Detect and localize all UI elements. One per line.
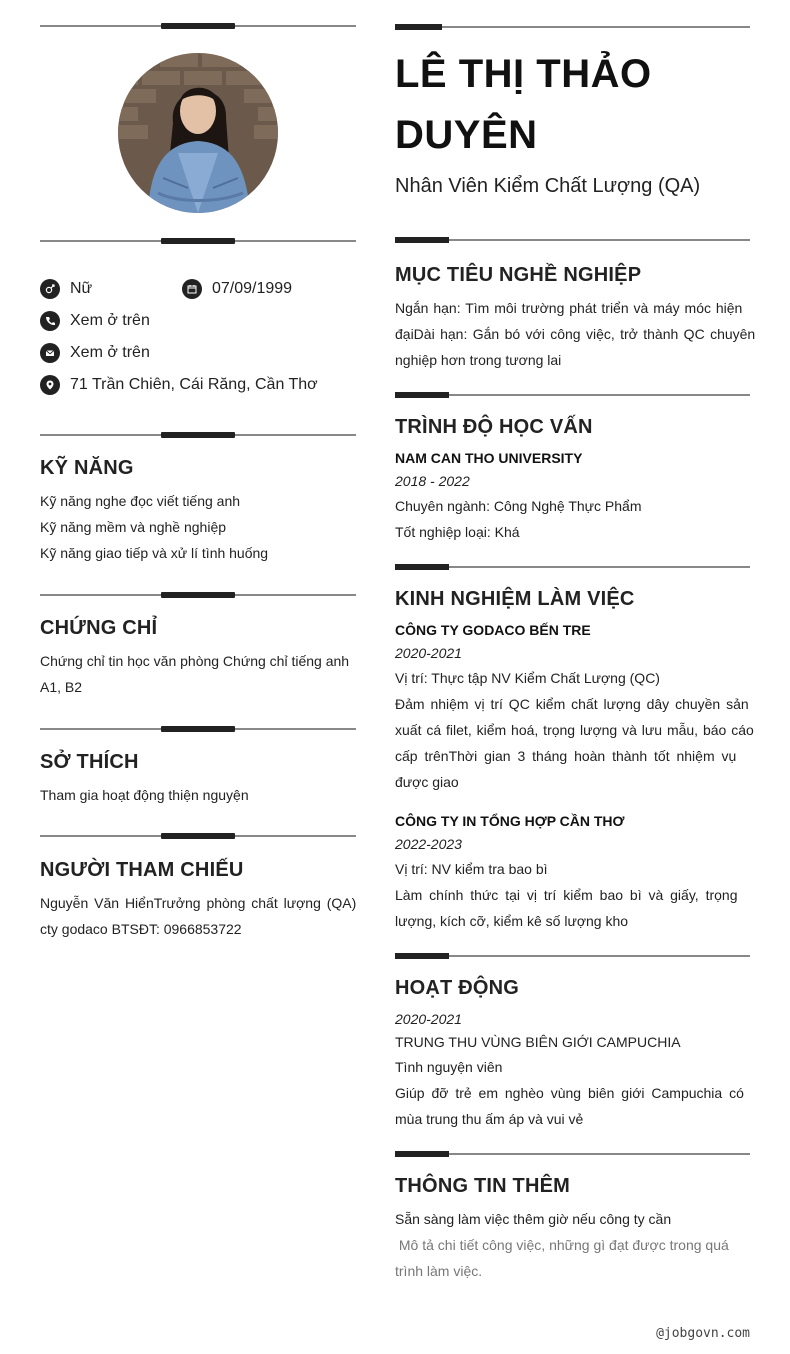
name-line: DUYÊN bbox=[395, 113, 538, 157]
objective-line: Ngắn hạn: Tìm môi trường phát triển và máy móc hiện bbox=[395, 300, 743, 316]
email-value: Xem ở trên bbox=[70, 344, 150, 361]
phone-row bbox=[40, 311, 150, 331]
birthday-row bbox=[182, 279, 292, 299]
hobbies-text: Tham gia hoạt động thiện nguyện bbox=[40, 787, 249, 803]
education-grade: Tốt nghiệp loại: Khá bbox=[395, 524, 520, 540]
candidate-name bbox=[395, 44, 652, 166]
profile-photo bbox=[118, 53, 278, 213]
skill-item: Kỹ năng nghe đọc viết tiếng anh bbox=[40, 493, 241, 509]
calendar-icon bbox=[182, 279, 202, 299]
references-line: Nguyễn Văn HiểnTrưởng phòng chất lượng (QA) bbox=[40, 895, 357, 911]
phone-icon bbox=[40, 311, 60, 331]
job-desc: Làm chính thức tại vị trí kiểm bao bì và giấy, trọng bbox=[395, 887, 738, 903]
school-name: NAM CAN THO UNIVERSITY bbox=[395, 450, 583, 466]
name-line: LÊ THỊ THẢO bbox=[395, 52, 652, 96]
company-name: CÔNG TY GODACO BẾN TRE bbox=[395, 622, 591, 638]
job-desc: được giao bbox=[395, 774, 459, 790]
divider bbox=[395, 235, 750, 245]
activity-desc: Giúp đỡ trẻ em nghèo vùng biên giới Campuchia có bbox=[395, 1085, 744, 1101]
skill-item: Kỹ năng mềm và nghề nghiệp bbox=[40, 519, 227, 535]
certificates-line: Chứng chỉ tin học văn phòng Chứng chỉ tiếng anh bbox=[40, 653, 350, 669]
divider bbox=[40, 21, 356, 31]
extra-line: Sẵn sàng làm việc thêm giờ nếu công ty cần bbox=[395, 1211, 672, 1227]
divider bbox=[395, 22, 750, 32]
activity-org: TRUNG THU VÙNG BIÊN GIỚI CAMPUCHIA bbox=[395, 1034, 681, 1050]
job-desc: cấp trênThời gian 3 tháng hoàn thành tốt nhiệm vụ bbox=[395, 748, 737, 764]
education-major: Chuyên ngành: Công Nghệ Thực Phẩm bbox=[395, 498, 642, 514]
email-row bbox=[40, 343, 150, 363]
divider bbox=[395, 951, 750, 961]
address-row bbox=[40, 375, 318, 395]
avatar bbox=[118, 53, 278, 213]
divider bbox=[40, 430, 356, 440]
certificates-title: CHỨNG CHỈ bbox=[40, 617, 158, 639]
divider bbox=[40, 831, 356, 841]
job-desc: lượng, kích cỡ, kiểm kê số lượng kho bbox=[395, 913, 629, 929]
divider bbox=[40, 236, 356, 246]
job-position: Vị trí: NV kiểm tra bao bì bbox=[395, 861, 548, 877]
divider bbox=[395, 562, 750, 572]
references-title: NGƯỜI THAM CHIẾU bbox=[40, 859, 244, 881]
extra-line: Mô tả chi tiết công việc, những gì đạt được trong quá bbox=[395, 1237, 729, 1253]
activity-desc: mùa trung thu ấm áp và vui vẻ bbox=[395, 1111, 584, 1127]
gender-row bbox=[40, 279, 92, 299]
hobbies-title: SỞ THÍCH bbox=[40, 751, 139, 773]
job-time: 2020-2021 bbox=[395, 645, 462, 661]
objective-line: đạiDài hạn: Gắn bó với công việc, trở thành QC chuyên bbox=[395, 326, 756, 342]
activity-role: Tình nguyện viên bbox=[395, 1059, 503, 1075]
phone-value: Xem ở trên bbox=[70, 312, 150, 329]
company-name: CÔNG TY IN TỔNG HỢP CẦN THƠ bbox=[395, 813, 625, 829]
divider bbox=[40, 724, 356, 734]
education-time: 2018 - 2022 bbox=[395, 473, 470, 489]
activities-title: HOẠT ĐỘNG bbox=[395, 977, 520, 999]
education-title: TRÌNH ĐỘ HỌC VẤN bbox=[395, 416, 593, 438]
job-position: Vị trí: Thực tập NV Kiểm Chất Lượng (QC) bbox=[395, 670, 660, 686]
job-desc: Đảm nhiệm vị trí QC kiểm chất lượng dây chuyền sản bbox=[395, 696, 749, 712]
divider bbox=[40, 590, 356, 600]
skills-title: KỸ NĂNG bbox=[40, 457, 134, 479]
job-time: 2022-2023 bbox=[395, 836, 462, 852]
gender-value: Nữ bbox=[70, 280, 93, 297]
references-line: cty godaco BTSĐT: 0966853722 bbox=[40, 921, 242, 937]
objective-title: MỤC TIÊU NGHỀ NGHIỆP bbox=[395, 264, 642, 286]
birthday-value: 07/09/1999 bbox=[212, 280, 293, 297]
envelope-icon bbox=[40, 343, 60, 363]
skill-item: Kỹ năng giao tiếp và xử lí tình huống bbox=[40, 545, 269, 561]
experience-title: KINH NGHIỆM LÀM VIỆC bbox=[395, 588, 635, 610]
job-title: Nhân Viên Kiểm Chất Lượng (QA) bbox=[395, 175, 701, 197]
location-pin-icon bbox=[40, 375, 60, 395]
extra-title: THÔNG TIN THÊM bbox=[395, 1175, 571, 1197]
extra-line: trình làm việc. bbox=[395, 1263, 483, 1279]
address-value: 71 Trần Chiên, Cái Răng, Cần Thơ bbox=[70, 376, 318, 393]
certificates-line: A1, B2 bbox=[40, 679, 83, 695]
job-desc: xuất cá filet, kiểm hoá, trọng lượng và lưu mẫu, báo cáo bbox=[395, 722, 754, 738]
divider bbox=[395, 390, 750, 400]
footer-credit: @jobgovn.com bbox=[656, 1326, 750, 1341]
gender-icon bbox=[40, 279, 60, 299]
activity-time: 2020-2021 bbox=[395, 1011, 462, 1027]
objective-line: nghiệp hơn trong tương lai bbox=[395, 352, 562, 368]
divider bbox=[395, 1149, 750, 1159]
